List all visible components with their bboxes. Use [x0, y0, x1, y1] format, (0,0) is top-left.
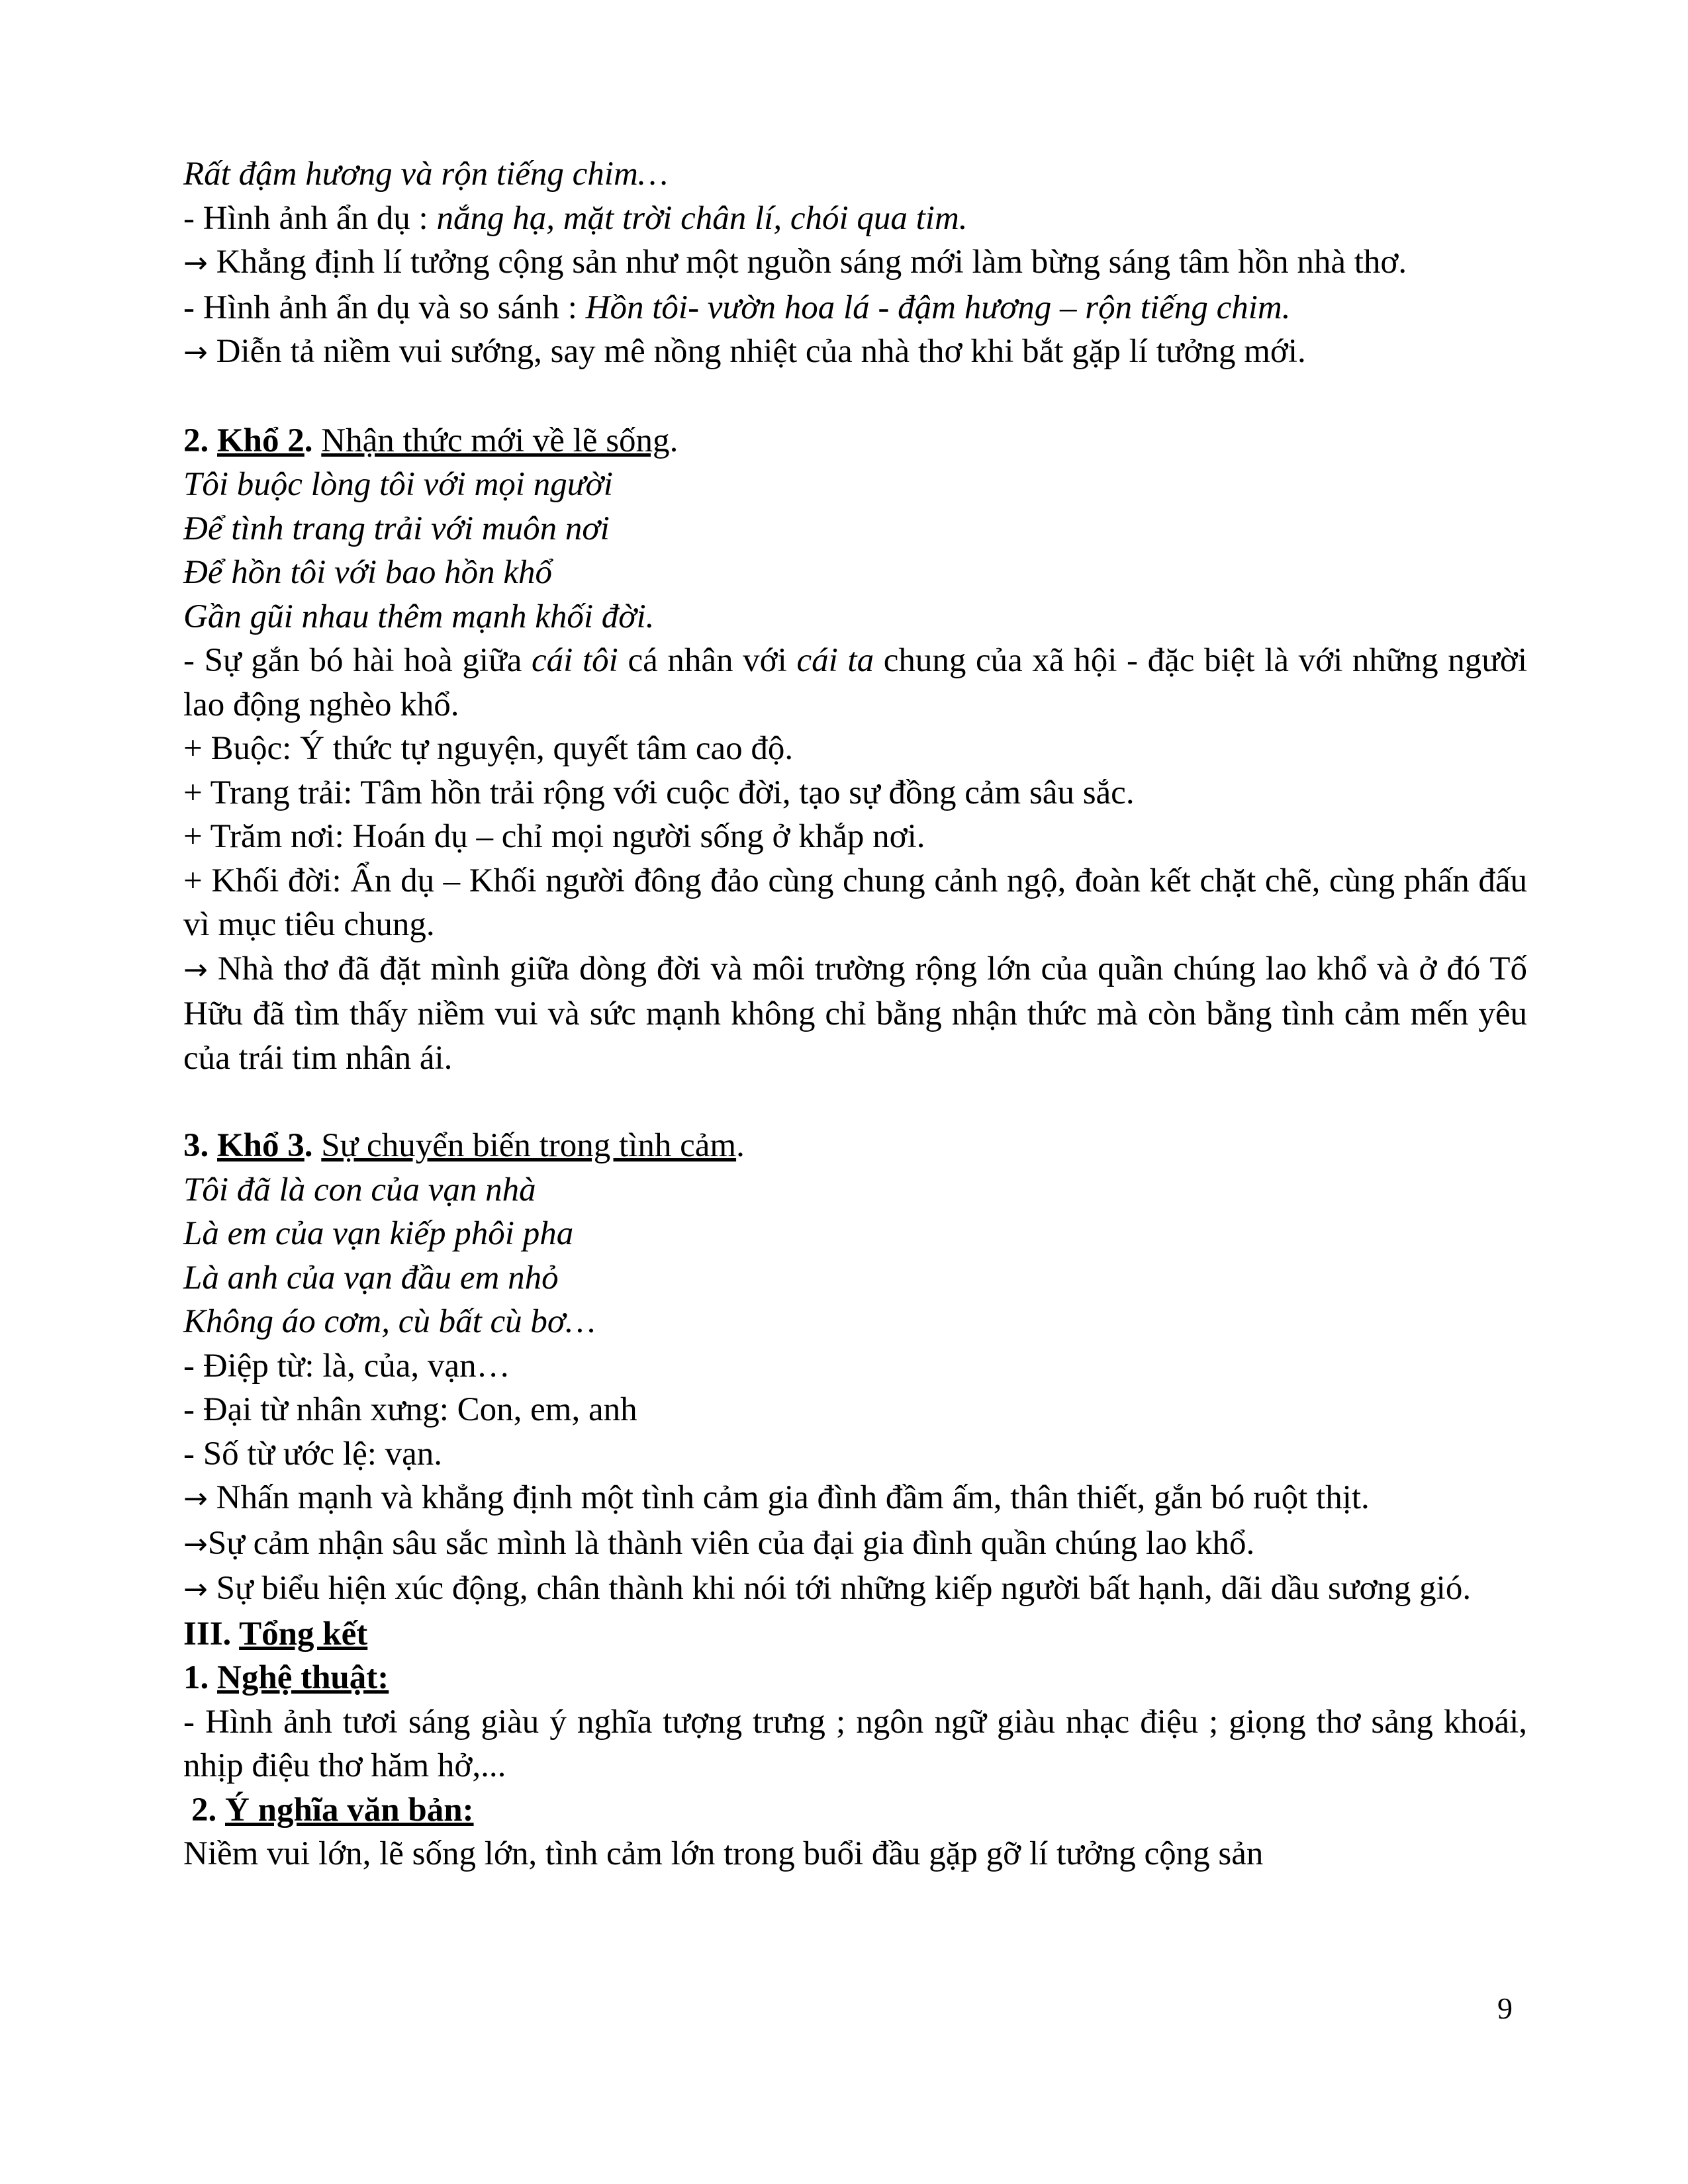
- spacer: [183, 1080, 1527, 1124]
- conclusion-text: Sự biểu hiện xúc động, chân thành khi nói tới những kiếp người bất hạnh, dãi dầu sương gió.: [207, 1570, 1472, 1607]
- poem-line: Rất đậm hương và rộn tiếng chim…: [183, 156, 669, 193]
- poem-line: Là anh của vạn đầu em nhỏ: [183, 1259, 559, 1297]
- arrow-icon: →: [183, 1527, 208, 1561]
- poem-line: Tôi buộc lòng tôi với mọi người: [183, 466, 613, 503]
- arrow-icon: →: [183, 336, 208, 369]
- conclusion-text: Sự cảm nhận sâu sắc mình là thành viên của đại gia đình quần chúng lao khổ.: [207, 1524, 1255, 1562]
- subheading-art: [183, 1656, 1527, 1700]
- list-item: + Trăm nơi: Hoán dụ – chỉ mọi người sống ở khắp nơi.: [183, 818, 925, 855]
- heading-number: 2.: [191, 1791, 225, 1829]
- conclusion-paragraph: [183, 947, 1527, 1081]
- section-title: Nhận thức mới về lẽ sống: [321, 422, 670, 459]
- heading-title: Ý nghĩa văn bản:: [225, 1791, 474, 1829]
- text-run: cái tôi: [532, 642, 618, 679]
- poem-line: Là em của vạn kiếp phôi pha: [183, 1215, 574, 1252]
- arrow-icon: →: [183, 952, 208, 987]
- metaphor-label: - Hình ảnh ẩn dụ :: [183, 199, 437, 237]
- list-item: + Trang trải: Tâm hồn trải rộng với cuộc đời, tạo sự đồng cảm sâu sắc.: [183, 774, 1135, 811]
- metaphor-text: nắng hạ, mặt trời chân lí, chói qua tim.: [436, 199, 968, 237]
- text-run: cá nhân với: [618, 642, 797, 679]
- section-title: Sự chuyển biến trong tình cảm: [321, 1127, 737, 1164]
- text-run: chung của xã hội - đặc biệt là với những người lao động nghèo khổ.: [183, 642, 1527, 723]
- section-kho: Khổ 3: [217, 1127, 305, 1164]
- conclusion-text: Nhấn mạnh và khẳng định một tình cảm gia đình đầm ấm, thân thiết, gắn bó ruột thịt.: [207, 1479, 1370, 1516]
- list-item: + Buộc: Ý thức tự nguyện, quyết tâm cao độ.: [183, 730, 794, 767]
- conclusion-text: Khẳng định lí tưởng cộng sản như một nguồn sáng mới làm bừng sáng tâm hồn nhà thơ.: [207, 244, 1407, 281]
- conclusion-paragraph: [183, 330, 1527, 375]
- section-kho: Khổ 2: [217, 422, 305, 459]
- conclusion-paragraph: [183, 1567, 1527, 1612]
- section-dot: .: [304, 1127, 322, 1164]
- heading-title: Tổng kết: [239, 1615, 368, 1653]
- section-dot: .: [304, 422, 322, 459]
- text-run: cái ta: [796, 642, 874, 679]
- spacer: [183, 375, 1527, 419]
- list-item: - Số từ ước lệ: vạn.: [183, 1435, 443, 1473]
- poem-line: Để hồn tôi với bao hồn khổ: [183, 554, 552, 591]
- metaphor-line: [183, 286, 1527, 330]
- meaning-paragraph: Niềm vui lớn, lẽ sống lớn, tình cảm lớn trong buổi đầu gặp gỡ lí tưởng cộng sản: [183, 1835, 1264, 1872]
- subheading-meaning: [183, 1788, 1527, 1833]
- heading-number: 1.: [183, 1659, 217, 1696]
- summary-heading: [183, 1612, 1527, 1657]
- page-number: 9: [1497, 1991, 1513, 2025]
- section-end: .: [669, 422, 679, 459]
- section-heading: [183, 1124, 1527, 1168]
- metaphor-label: - Hình ảnh ẩn dụ và so sánh :: [183, 289, 586, 326]
- arrow-icon: →: [183, 1482, 208, 1516]
- section-number: 2.: [183, 422, 217, 459]
- list-item: + Khối đời: Ẩn dụ – Khối người đông đảo cùng chung cảnh ngộ, đoàn kết chặt chẽ, cùng phấn đấu vì mục tiêu chung.: [183, 862, 1527, 943]
- conclusion-paragraph: [183, 1476, 1527, 1522]
- arrow-icon: →: [183, 1572, 208, 1606]
- conclusion-text: Nhà thơ đã đặt mình giữa dòng đời và môi trường rộng lớn của quần chúng lao khổ và ở đó Tố Hữu đã tìm thấy niềm vui và sức mạnh không chỉ bằng nhận thức mà còn bằng tình cảm mến yêu của trái tim nhân ái.: [183, 950, 1527, 1077]
- poem-line: Để tình trang trải với muôn nơi: [183, 510, 610, 547]
- heading-number: III.: [183, 1615, 240, 1653]
- poem-line: Tôi đã là con của vạn nhà: [183, 1171, 536, 1208]
- conclusion-paragraph: [183, 240, 1527, 286]
- art-paragraph: - Hình ảnh tươi sáng giàu ý nghĩa tượng trưng ; ngôn ngữ giàu nhạc điệu ; giọng thơ sảng khoái, nhịp điệu thơ hăm hở,...: [183, 1703, 1527, 1784]
- poem-line: Không áo cơm, cù bất cù bơ…: [183, 1303, 596, 1340]
- list-item: - Điệp từ: là, của, vạn…: [183, 1347, 510, 1385]
- metaphor-line: [183, 197, 1527, 241]
- list-item: - Đại từ nhân xưng: Con, em, anh: [183, 1391, 637, 1428]
- conclusion-text: Diễn tả niềm vui sướng, say mê nồng nhiệt của nhà thơ khi bắt gặp lí tưởng mới.: [207, 333, 1306, 370]
- metaphor-text: Hồn tôi- vườn hoa lá - đậm hương – rộn tiếng chim.: [585, 289, 1291, 326]
- analysis-paragraph: [183, 639, 1527, 727]
- conclusion-paragraph: [183, 1522, 1527, 1567]
- poem-line: Gần gũi nhau thêm mạnh khối đời.: [183, 598, 655, 635]
- section-heading: [183, 419, 1527, 463]
- section-end: .: [736, 1127, 745, 1164]
- heading-title: Nghệ thuật:: [217, 1659, 389, 1696]
- document-page: [183, 152, 1527, 1876]
- text-run: - Sự gắn bó hài hoà giữa: [183, 642, 532, 679]
- arrow-icon: →: [183, 246, 208, 280]
- section-number: 3.: [183, 1127, 217, 1164]
